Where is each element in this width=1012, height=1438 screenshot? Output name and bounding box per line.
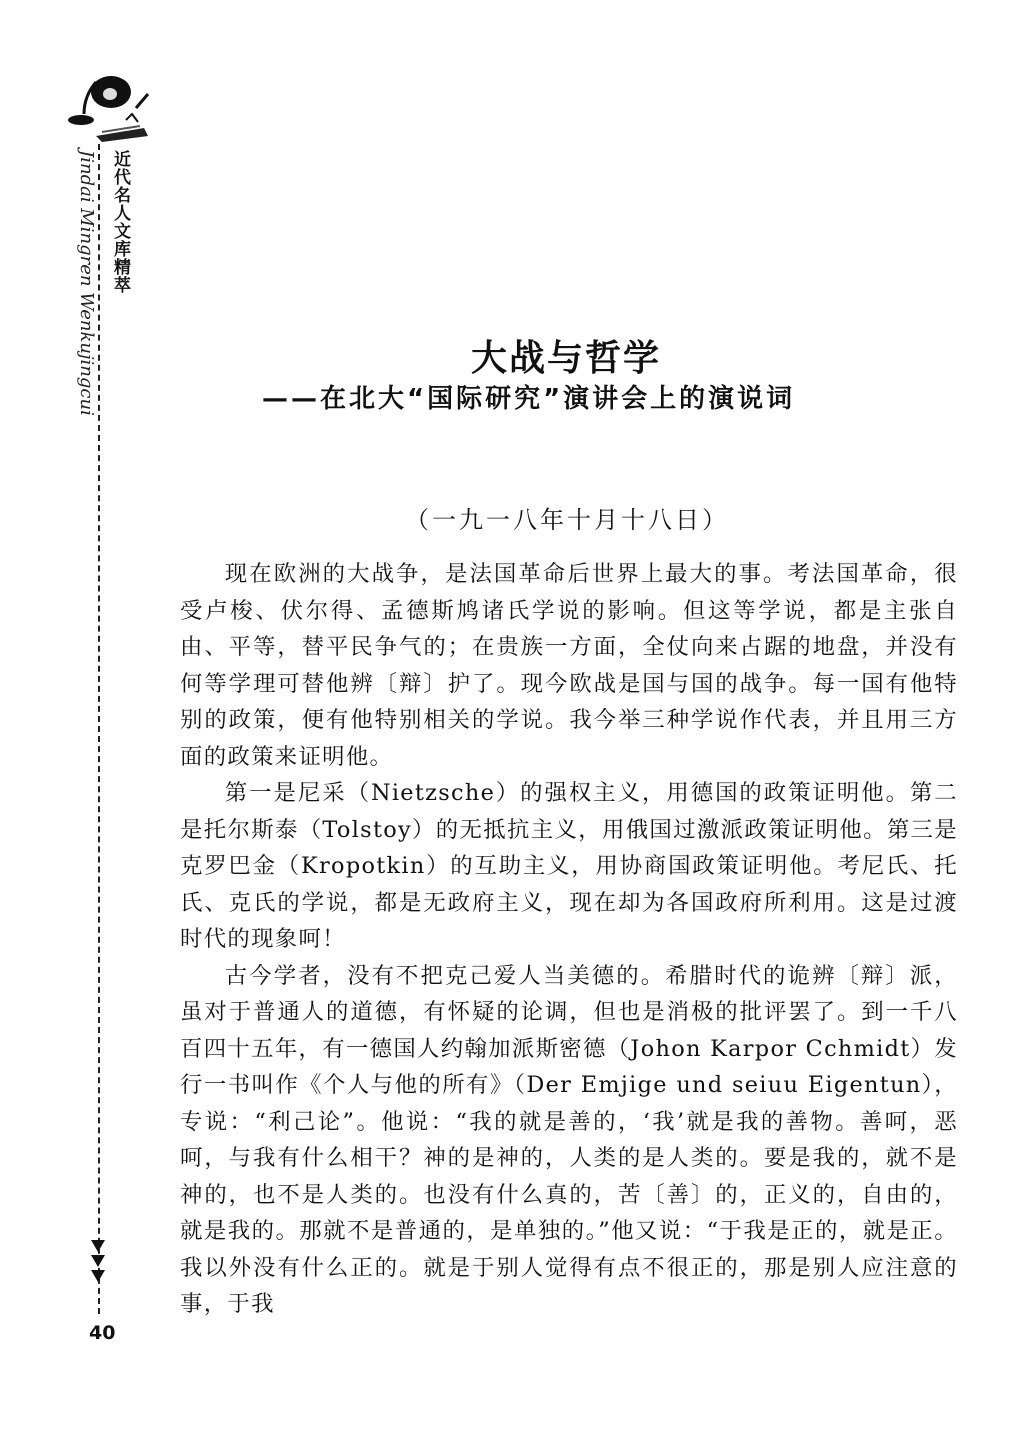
series-title-en: Jindai Mingren Wenkujingcui (76, 150, 97, 416)
paragraph: 现在欧洲的大战争，是法国革命后世界上最大的事。考法国革命，很受卢梭、伏尔得、孟德斯鸠诸氏学说的影响。但这等学说，都是主张自由、平等，替平民争气的；在贵族一方面，全仗向来占踞的地盘，并没有何等学理可替他辨〔辩〕护了。现今欧战是国与国的战争。每一国有他特别的政策，便有他特别相关的学说。我今举三种学说作代表，并且用三方面的政策来证明他。 (180, 561, 958, 770)
article-date: （一九一八年十月十八日） (405, 506, 729, 534)
series-sidebar (60, 70, 150, 1344)
triangle-down-icon (91, 1270, 105, 1282)
paragraph: 古今学者，没有不把克己爱人当美德的。希腊时代的诡辨〔辩〕派，虽对于普通人的道德，有怀疑的论调，但也是消极的批评罢了。到一千八百四十五年，有一德国人约翰加派斯密德（Johon Karpor Cchmidt）发行一书叫作《个人与他的所有》（Der Emjige und seiuu Eigentun），专说：“利己论”。他说：“我的就是善的，‘我’就是我的善物。善呵，恶呵，与我有什么相干？神的是神的，人类的是人类的。要是我的，就不是神的，也不是人类的。也没有什么真的，苦〔善〕的，正义的，自由的，就是我的。那就不是普通的，是单独的。”他又说：“于我是正的，就是正。我以外没有什么正的。就是于别人觉得有点不很正的，那是别人应注意的事，于我 (180, 962, 958, 1317)
arrow-group (91, 1240, 107, 1285)
paragraph: 第一是尼采（Nietzsche）的强权主义，用德国的政策证明他。第二是托尔斯泰（Tolstoy）的无抵抗主义，用俄国过激派政策证明他。第三是克罗巴金（Kropotkin）的互助主义，用协商国政策证明他。考尼氏、托氏、克氏的学说，都是无政府主义，现在却为各国政府所利用。这是过渡时代的现象呵！ (180, 780, 958, 952)
triangle-down-icon (91, 1255, 105, 1267)
dashed-divider (98, 144, 100, 1314)
article-body (180, 556, 958, 1323)
triangle-down-icon (91, 1240, 105, 1252)
article-title: 大战与哲学 (470, 337, 661, 379)
book-and-lamp-icon (66, 70, 156, 150)
article-subtitle: ——在北大“国际研究”演讲会上的演说词 (262, 384, 796, 414)
series-title-cn: 近代名人文库精萃 (110, 150, 130, 294)
page-number: 40 (89, 1322, 116, 1344)
